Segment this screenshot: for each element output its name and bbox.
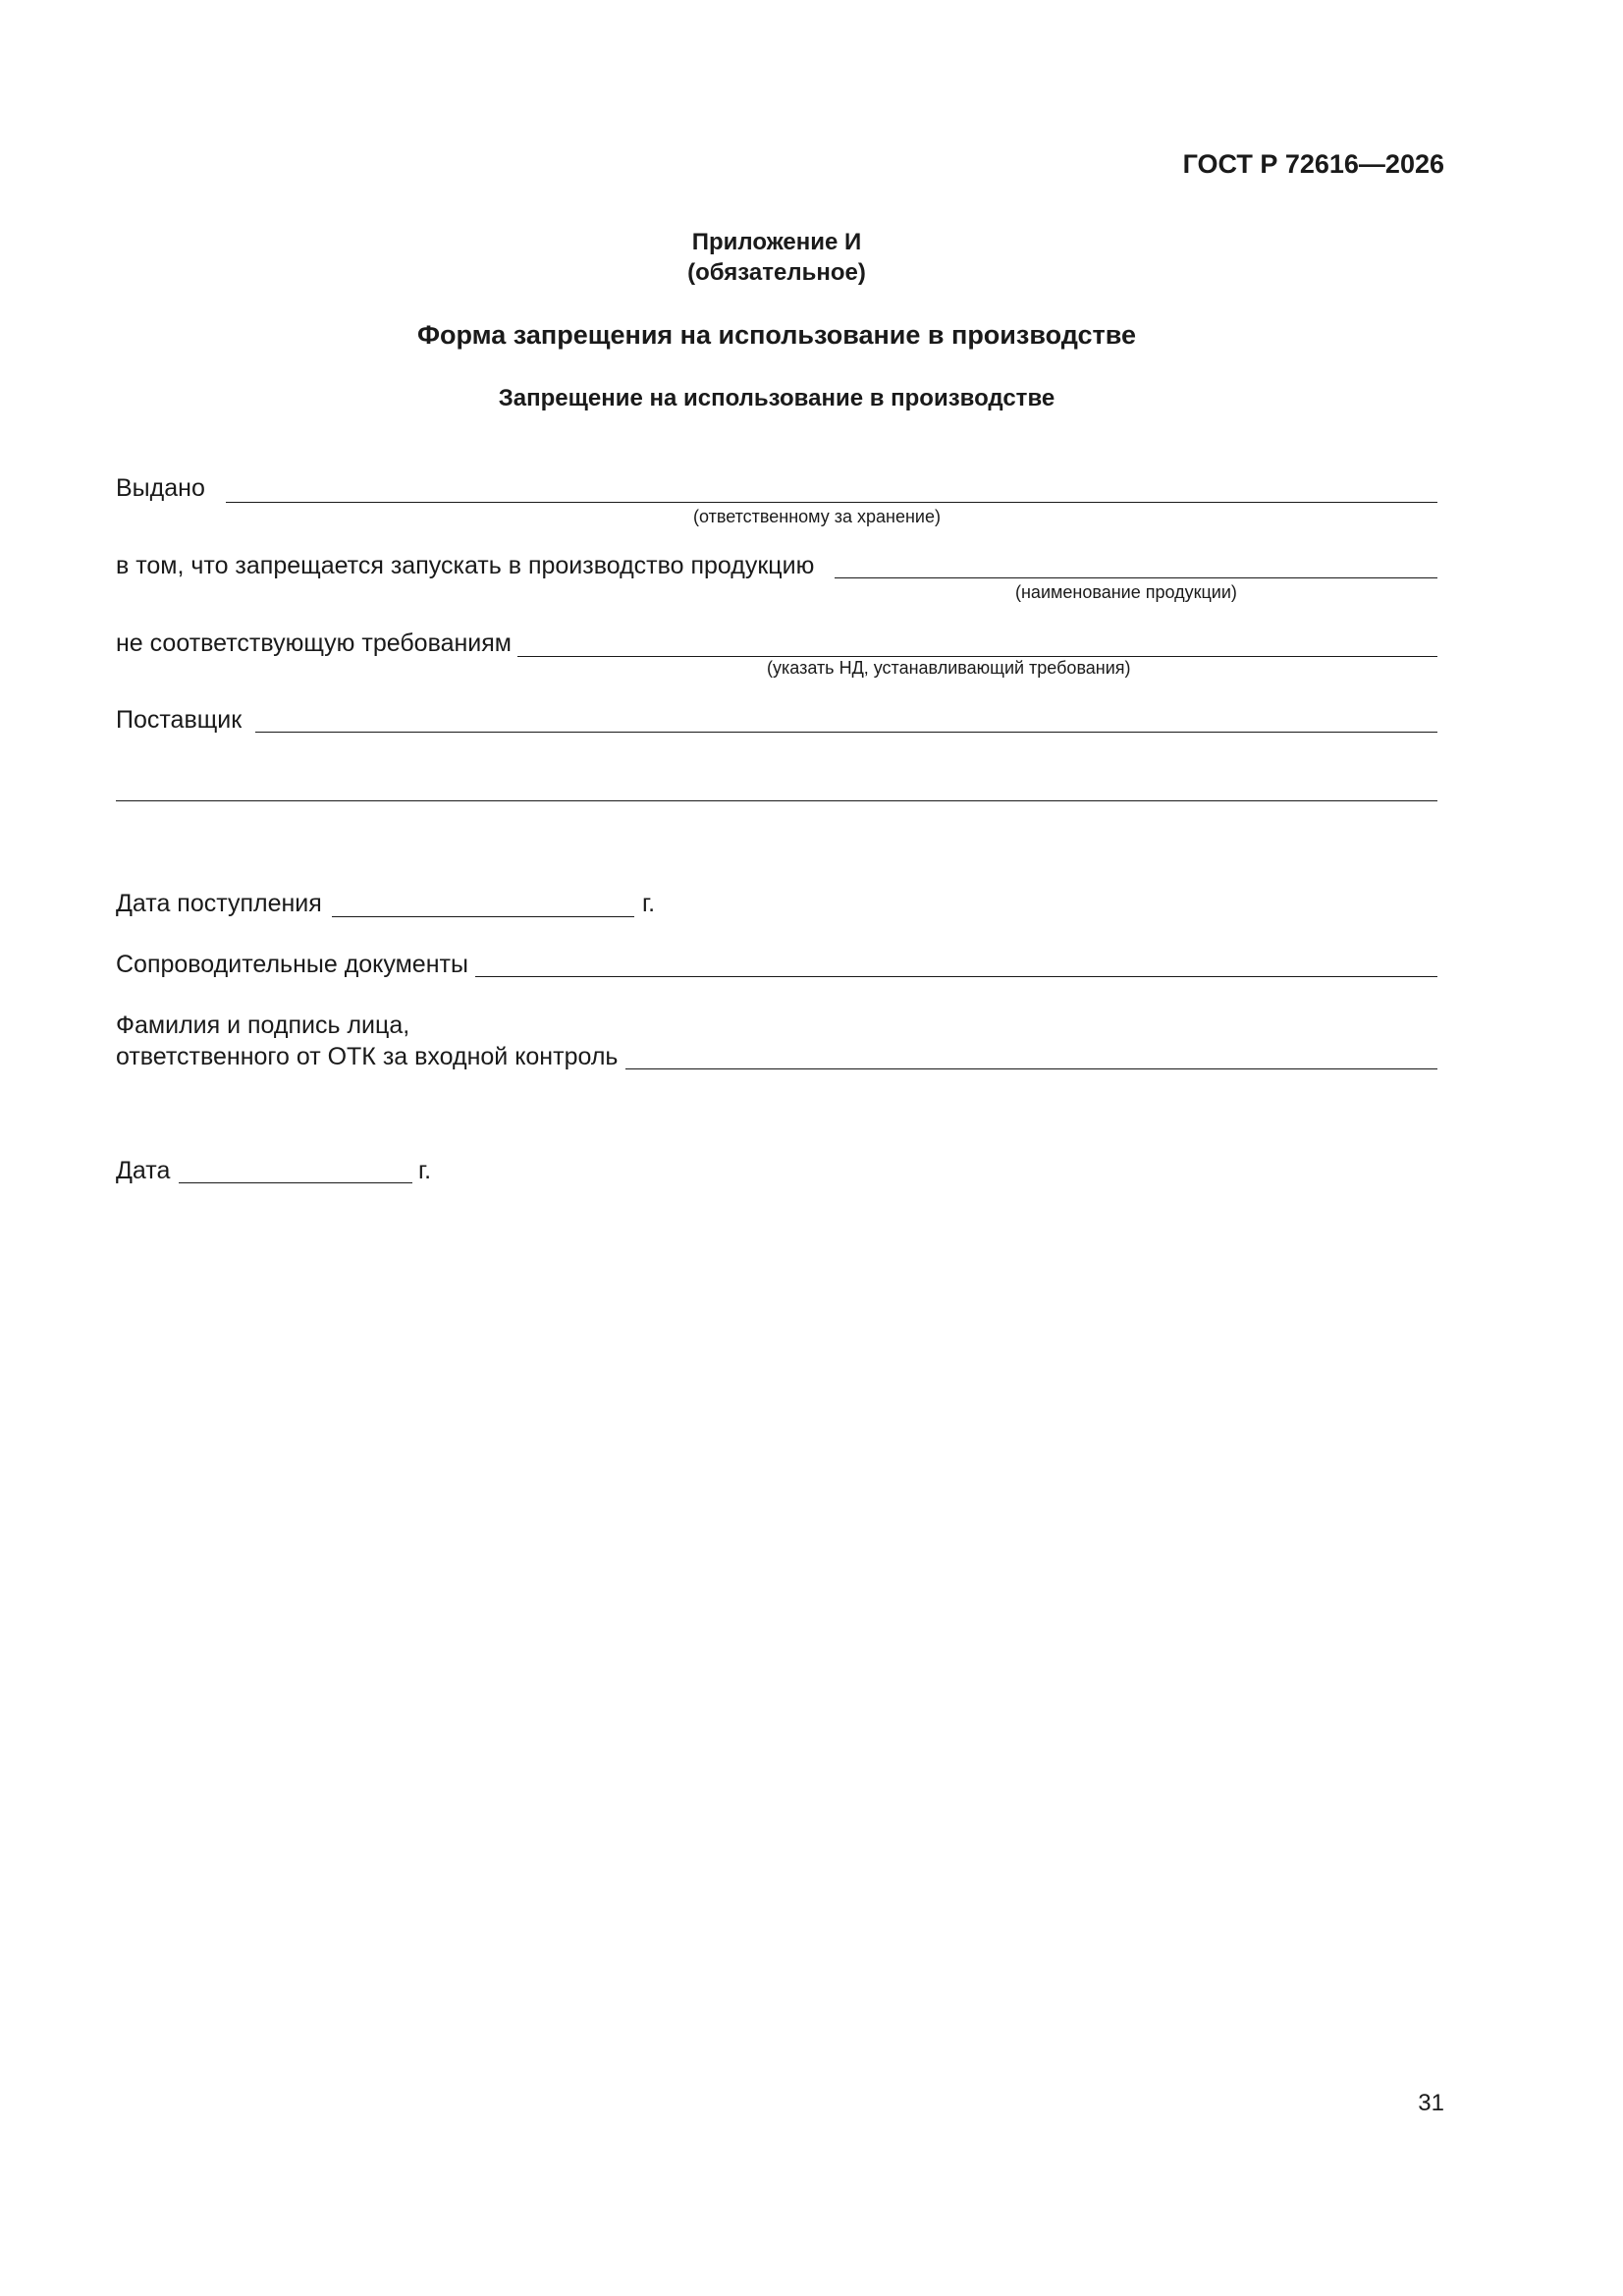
product-hint: (наименование продукции) bbox=[1015, 582, 1237, 602]
accompanying-docs-label: Сопроводительные документы bbox=[116, 951, 468, 978]
signature-field-line[interactable] bbox=[625, 1068, 1437, 1069]
supplier-field-line[interactable] bbox=[255, 732, 1437, 733]
supplier-label: Поставщик bbox=[116, 706, 243, 734]
issued-field-line[interactable] bbox=[226, 502, 1437, 503]
signature-label-line1: Фамилия и подпись лица, bbox=[116, 1011, 410, 1039]
arrival-date-label: Дата поступления bbox=[116, 890, 322, 917]
arrival-date-field-line[interactable] bbox=[332, 916, 634, 917]
date-label: Дата bbox=[116, 1157, 171, 1184]
nd-hint: (указать НД, устанавливающий требования) bbox=[767, 658, 1131, 678]
arrival-year-suffix: г. bbox=[642, 890, 656, 917]
appendix-title: Приложение И bbox=[691, 229, 862, 255]
signature-label-line2: ответственного от ОТК за входной контроль bbox=[116, 1043, 619, 1070]
appendix-note: (обязательное) bbox=[687, 259, 866, 286]
form-title: Форма запрещения на использование в производстве bbox=[417, 320, 1136, 350]
issued-label: Выдано bbox=[116, 474, 205, 502]
date-field-line[interactable] bbox=[179, 1182, 412, 1183]
date-year-suffix: г. bbox=[418, 1157, 432, 1184]
document-code: ГОСТ Р 72616—2026 bbox=[1182, 149, 1444, 179]
page-number: 31 bbox=[1418, 2090, 1444, 2116]
form-subtitle: Запрещение на использование в производстве bbox=[498, 385, 1055, 411]
issued-hint: (ответственному за хранение) bbox=[693, 507, 941, 526]
product-field-line[interactable] bbox=[835, 577, 1437, 578]
nonconforming-label: не соответствующую требованиям bbox=[116, 629, 512, 657]
prohibited-label: в том, что запрещается запускать в производство продукцию bbox=[116, 552, 815, 579]
accompanying-docs-field-line[interactable] bbox=[475, 976, 1437, 977]
supplier-field-line-2[interactable] bbox=[116, 800, 1437, 801]
